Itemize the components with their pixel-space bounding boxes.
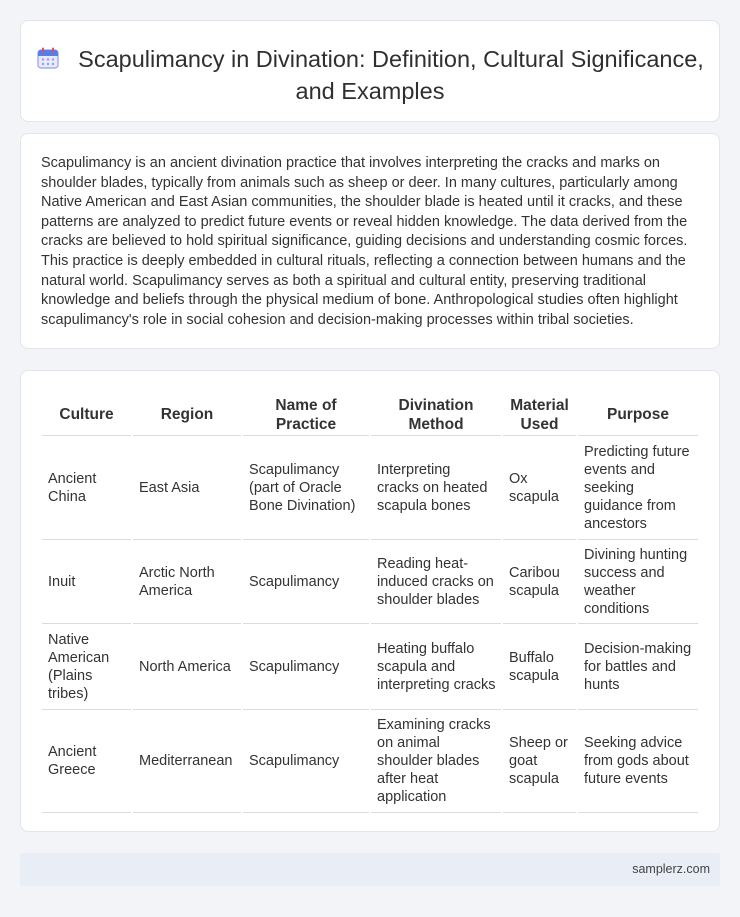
header-name-of-practice: Name of Practice (242, 395, 370, 435)
cell-region: East Asia (132, 435, 242, 539)
cell-material: Buffalo scapula (502, 623, 577, 709)
footer-bar (20, 853, 720, 886)
cell-practice: Scapulimancy (242, 623, 370, 709)
page-title: Scapulimancy in Divination: Definition, Cultural Significance, and Examples (78, 46, 704, 104)
cell-culture: Native American (Plains tribes) (42, 623, 132, 709)
cell-purpose: Decision-making for battles and hunts (577, 623, 698, 709)
cell-culture: Ancient Greece (42, 709, 132, 812)
cell-method: Reading heat-induced cracks on shoulder blades (370, 539, 502, 623)
cell-method: Examining cracks on animal shoulder blades after heat application (370, 709, 502, 812)
practices-table (42, 395, 698, 813)
footer-site-link[interactable]: samplerz.com (632, 862, 710, 876)
cell-material: Caribou scapula (502, 539, 577, 623)
intro-paragraph: Scapulimancy is an ancient divination practice that involves interpreting the cracks and marks on shoulder blades, typically from animals such as sheep or deer. In many cultures, particularly among Native American and East Asian communities, the shoulder blade is heated until it cracks, and these patterns are analyzed to predict future events or reveal hidden knowledge. The data derived from the cracks are believed to hold spiritual significance, guiding decisions and understanding cosmic forces. This practice is deeply embedded in cultural rituals, reflecting a connection between humans and the natural world. Scapulimancy serves as both a spiritual and cultural entity, preserving traditional knowledge and beliefs through the physical medium of bone. Anthropological studies often highlight scapulimancy's role in social cohesion and decision-making processes within tribal societies. (41, 155, 688, 328)
header-region: Region (132, 395, 242, 435)
calendar-icon (36, 46, 60, 77)
header-purpose: Purpose (577, 395, 698, 435)
header-material-used: Material Used (502, 395, 577, 435)
table-row (42, 539, 698, 623)
table-row (42, 435, 698, 539)
cell-practice: Scapulimancy (part of Oracle Bone Divination) (242, 435, 370, 539)
intro-card (20, 133, 720, 349)
table-card (20, 370, 720, 832)
cell-material: Sheep or goat scapula (502, 709, 577, 812)
cell-material: Ox scapula (502, 435, 577, 539)
cell-region: Mediterranean (132, 709, 242, 812)
header-culture: Culture (42, 395, 132, 435)
cell-practice: Scapulimancy (242, 539, 370, 623)
table-row (42, 623, 698, 709)
page-title-wrap (21, 45, 719, 106)
cell-purpose: Seeking advice from gods about future events (577, 709, 698, 812)
cell-method: Heating buffalo scapula and interpreting cracks (370, 623, 502, 709)
cell-culture: Ancient China (42, 435, 132, 539)
cell-method: Interpreting cracks on heated scapula bones (370, 435, 502, 539)
cell-purpose: Predicting future events and seeking guidance from ancestors (577, 435, 698, 539)
header-divination-method: Divination Method (370, 395, 502, 435)
table-header-row (42, 395, 698, 435)
table-row (42, 709, 698, 812)
title-card (20, 20, 720, 122)
cell-practice: Scapulimancy (242, 709, 370, 812)
cell-culture: Inuit (42, 539, 132, 623)
cell-region: North America (132, 623, 242, 709)
cell-region: Arctic North America (132, 539, 242, 623)
cell-purpose: Divining hunting success and weather conditions (577, 539, 698, 623)
